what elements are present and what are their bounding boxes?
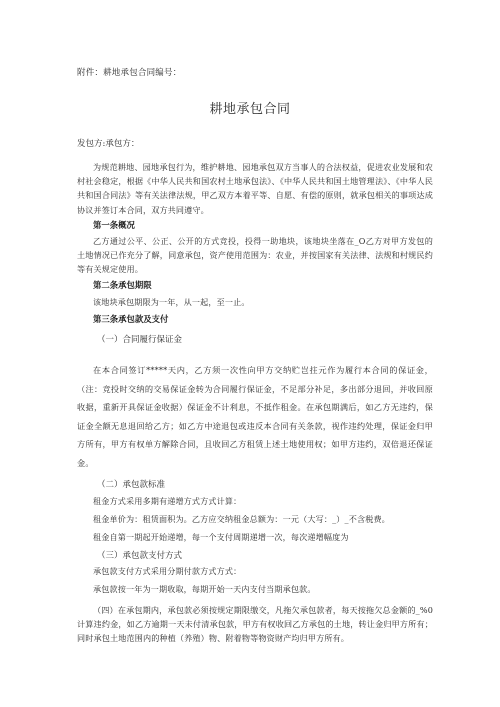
section-2-heading: 第二条承包期限 [93, 280, 152, 290]
rent-method-line: 租金方式采用多期有递增方式方式计算： [93, 496, 242, 506]
late-payment-paragraph: （四）在承包期内，承包款必须按规定期限缴交，凡拖欠承包款者，每天按拖欠总金额的_%0计算违约金，如乙方逾期一天未付清承包款，甲方有权收回乙方承包的土地，转让金归甲方所有；同时承包土地范围内的种植（养殖）物、附着物等物资财产均归甲方所有。 [77, 605, 433, 644]
section-3-heading: 第三条承包款及支付 [93, 314, 169, 324]
payment-method-line: 承包款支付方式采用分期付款方式方式： [93, 566, 242, 576]
rent-unit-price-line: 租金单价为：租赁面积为。乙方应交纳租金总额为：一元（大写：_）_不含税费。 [93, 514, 390, 524]
deposit-paragraph: 在本合同签订*****天内，乙方须一次性向甲方交纳贮岂拄元作为履行本合同的保证金，（注：竞投时交纳的交易保证金转为合同履行保证金，不足部分补足，多出部分退回，并收回原收据，重新开具保证金收据）保证金不计利息，不抵作租金。在承包期满后，如乙方无违约，保证金全额无息退回给乙方；如乙方中途退包或违反本合同有关条款，视作违约处理，保证金归甲方所有，甲方有权单方解除合同，且收回乙方租赁上述土地使用权；如甲方违约，双倍退还保证金。 [77, 365, 433, 468]
parties-line: 发包方:承包方： [77, 139, 140, 149]
section-1-heading: 第一条概况 [93, 220, 135, 230]
section-1-text: 乙方通过公平、公正、公开的方式竞投，投得一助地块，该地块坐落在_O乙方对甲方发包的土地情况已作充分了解，同意承包，资产使用范围为：农业，并按国家有关法律、法规和村规民约等有关规定使用。 [77, 236, 433, 275]
subsection-deposit-heading: （一）合同履行保证金 [97, 335, 183, 345]
subsection-payment-method-heading: （三）承包款支付方式 [97, 551, 183, 561]
document-title: 耕地承包合同 [209, 102, 291, 117]
rent-increase-line: 租金自第一期起开始递增，每一个支付周期递增一次，每次递增幅度为 [93, 532, 349, 542]
preamble-paragraph: 为规范耕地、园地承包行为，维护耕地、园地承包双方当事人的合法权益，促进农业发展和农村社会稳定，根据《中华人民共和国农村土地承包法》、《中华人民共和国土地管理法》、《中华人民共和国合同法》等有关法律法规，甲乙双方本着平等、自愿、有偿的原则，就承包相关的事项达成协议并签订本合同，双方共同遵守。 [77, 162, 433, 215]
payment-period-line: 承包款按一年为一期收取，每期开始一天内支付当期承包款。 [93, 584, 316, 594]
section-2-text: 该地块承包期限为一年，从一起，至一止。 [93, 297, 250, 307]
subsection-fee-standard-heading: （二）承包款标准 [97, 480, 166, 490]
attachment-number-line: 附件：耕地承包合同编号： [77, 68, 182, 78]
